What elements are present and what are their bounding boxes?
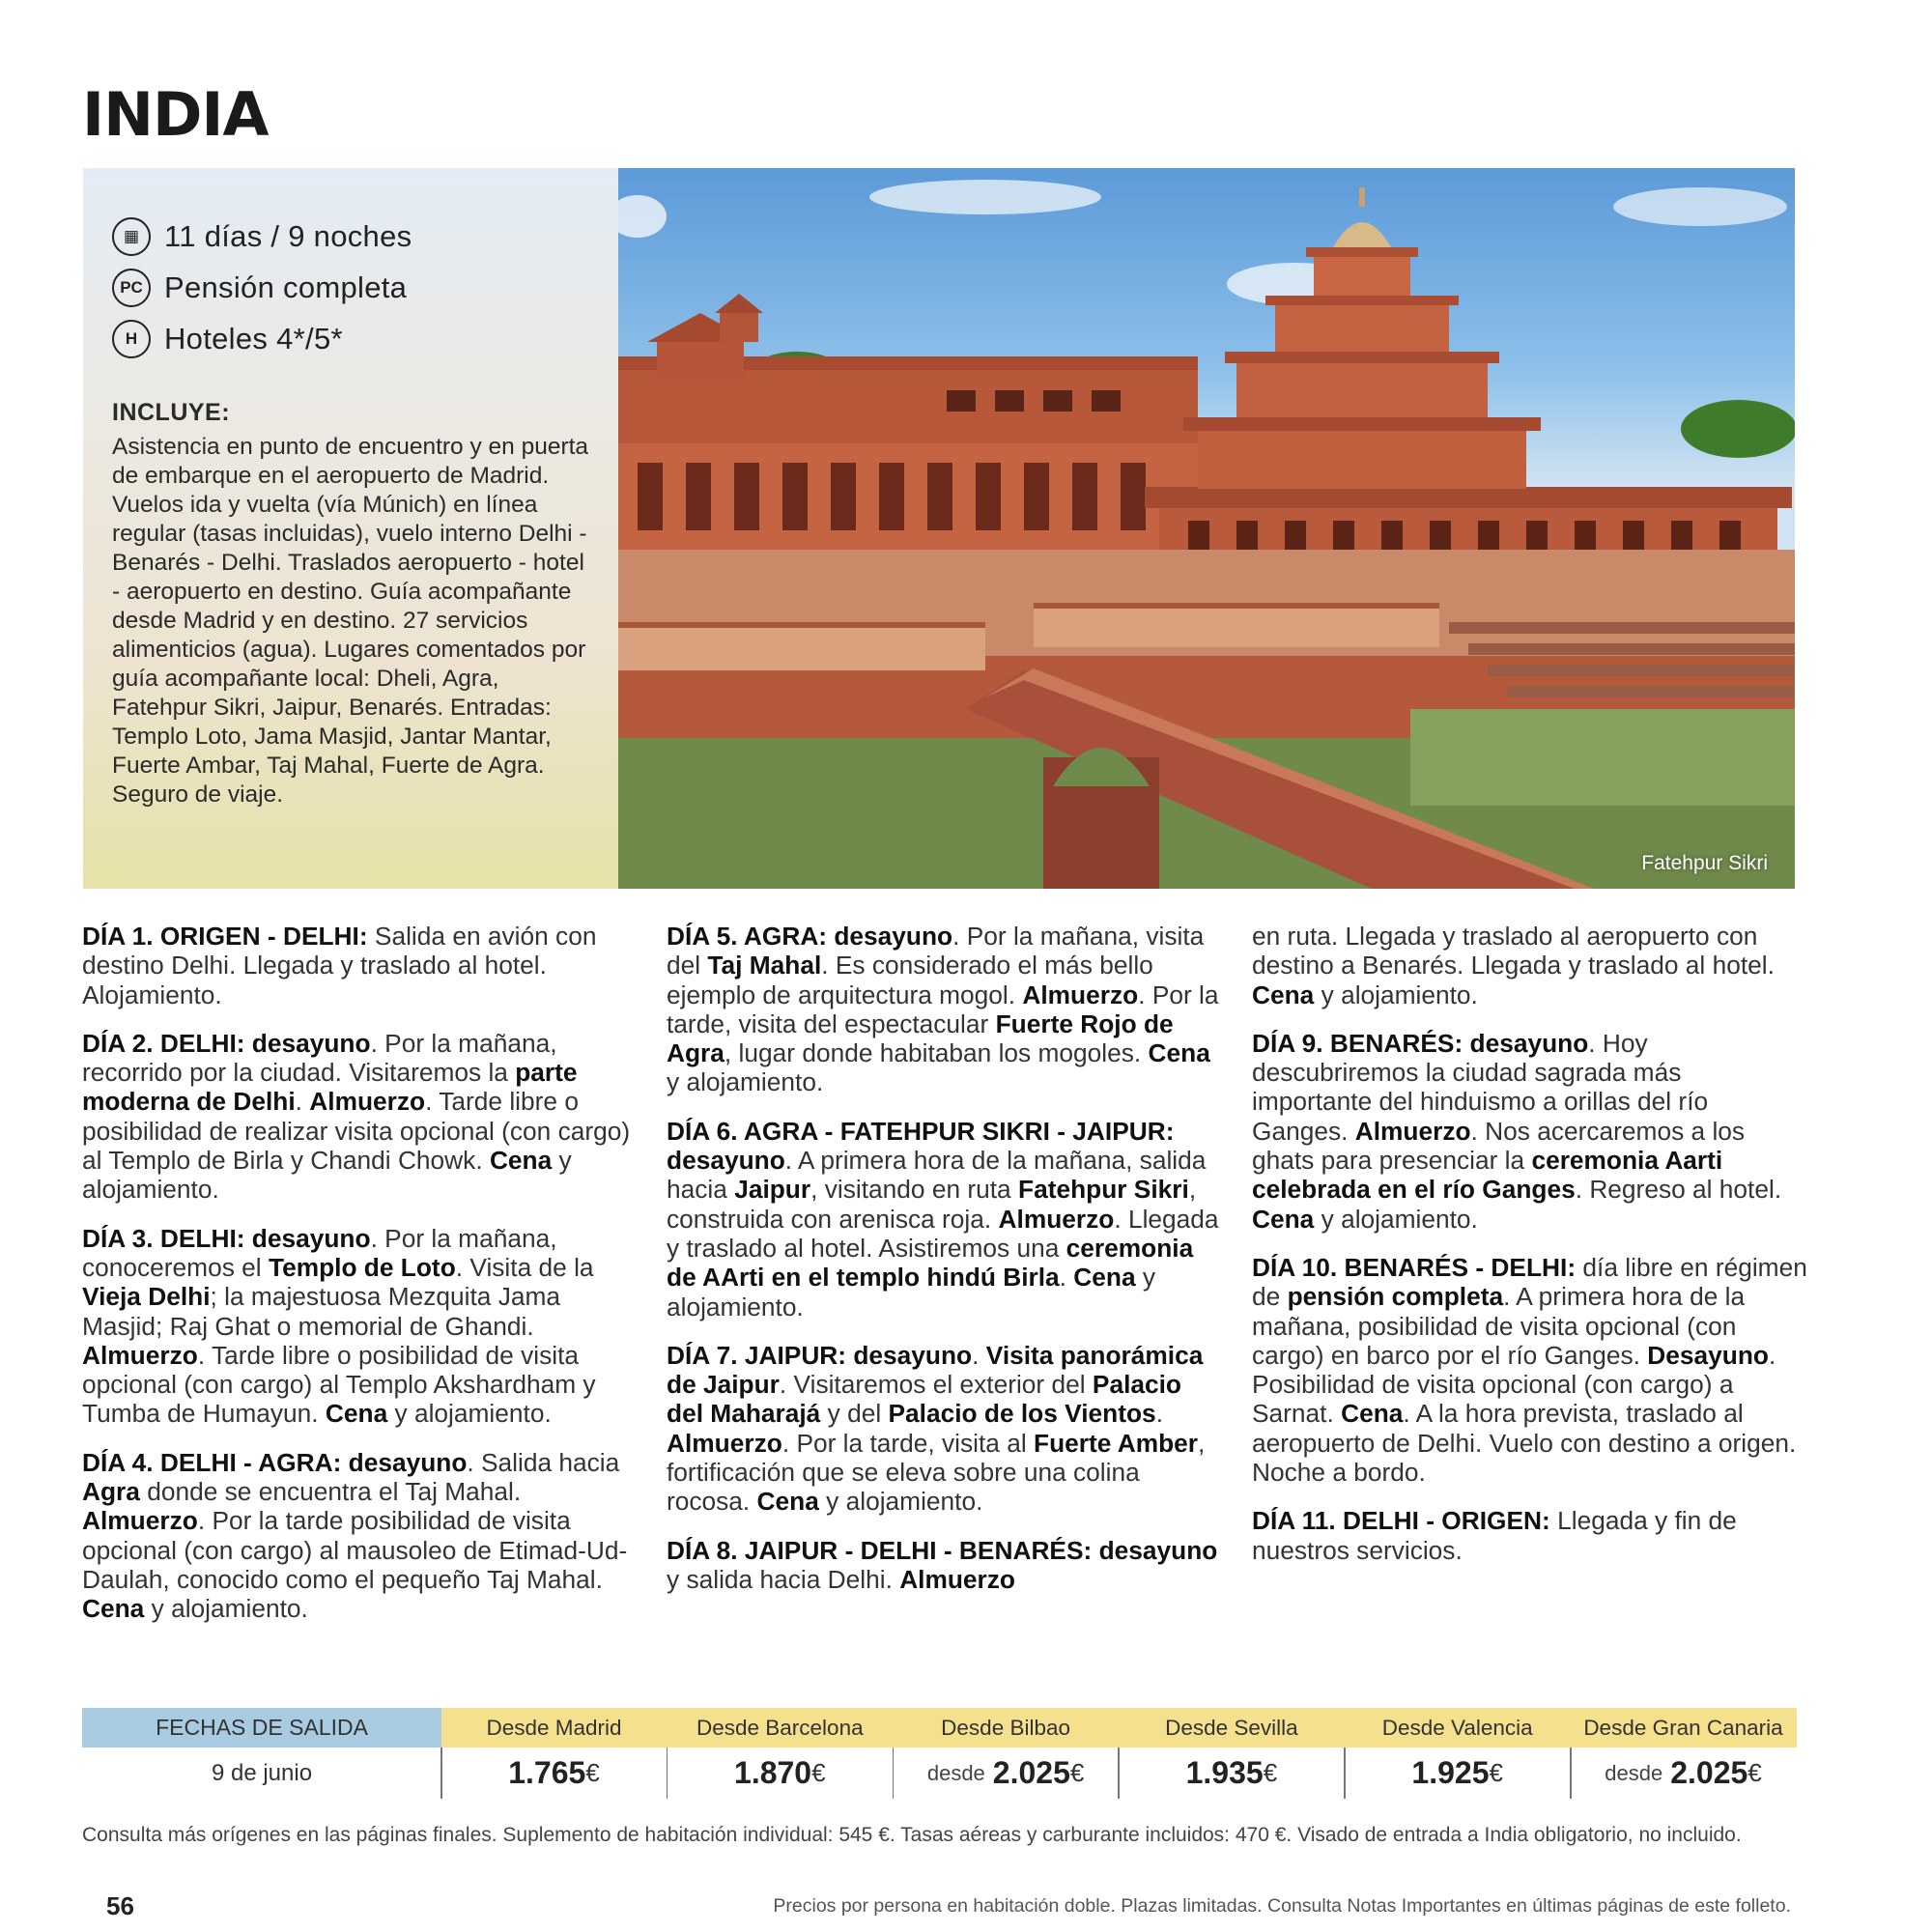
price-currency: € xyxy=(1747,1758,1762,1787)
itinerary-highlight: Agra xyxy=(82,1477,140,1507)
itinerary-highlight: Templo de Loto xyxy=(268,1252,456,1282)
itinerary-highlight: DÍA 3. DELHI: desayuno xyxy=(82,1223,371,1253)
itinerary-day xyxy=(667,1341,1222,1517)
price-currency: € xyxy=(1263,1758,1278,1787)
page-number: 56 xyxy=(106,1891,134,1920)
price-cell xyxy=(1119,1747,1344,1799)
itinerary-day xyxy=(667,922,1222,1097)
itinerary-highlight: DÍA 8. JAIPUR - DELHI - BENARÉS: desayuno xyxy=(667,1535,1218,1565)
itinerary-text: . Nos acercaremos a los ghats para presenciar la xyxy=(1252,1116,1746,1176)
itinerary-highlight: Fuerte Rojo de Agra xyxy=(667,1009,1174,1068)
itinerary-day xyxy=(1252,1029,1807,1234)
price-cell xyxy=(1571,1747,1796,1799)
price-amount: 1.935 xyxy=(1185,1755,1264,1790)
itinerary-text: en ruta. Llegada y traslado al aeropuerto con destino a Benarés. Llegada y traslado al hotel. xyxy=(1252,922,1775,980)
hero-section xyxy=(83,168,1795,889)
itinerary-highlight: Desayuno xyxy=(1647,1340,1769,1370)
itinerary-text: . A primera hora de la mañana, salida hacia xyxy=(667,1146,1207,1205)
column-divider xyxy=(1570,1747,1572,1799)
itinerary-text: . Hoy descubriremos la ciudad sagrada más importante del hinduismo a orillas del río Ganges. xyxy=(1252,1028,1709,1146)
itinerary-highlight: Almuerzo xyxy=(82,1340,198,1370)
itinerary-text: . Visitaremos el exterior del xyxy=(779,1370,1093,1400)
itinerary-highlight: Cena xyxy=(756,1487,819,1517)
itinerary-highlight: Almuerzo xyxy=(82,1506,198,1536)
price-cell xyxy=(894,1747,1119,1799)
origin-label: Desde Valencia xyxy=(1381,1715,1533,1740)
itinerary-highlight: DÍA 5. AGRA: desayuno xyxy=(667,922,953,951)
itinerary-highlight: DÍA 11. DELHI - ORIGEN: xyxy=(1252,1506,1550,1536)
itinerary-text: . Es considerado el más bello ejemplo de arquitectura mogol. xyxy=(667,951,1153,1009)
itinerary-text: y alojamiento. xyxy=(818,1487,983,1517)
departure-dates-header: FECHAS DE SALIDA xyxy=(82,1708,441,1747)
itinerary-text: . xyxy=(1155,1399,1163,1429)
itinerary-text: ; la majestuosa Mezquita Jama Masjid; Raj Ghat o memorial de Ghandi. xyxy=(82,1282,561,1341)
feature-row xyxy=(112,211,591,262)
itinerary-text: donde se encuentra el Taj Mahal. xyxy=(139,1477,522,1507)
photo-caption: Fatehpur Sikri xyxy=(1641,852,1768,874)
price-amount: 1.925 xyxy=(1411,1755,1490,1790)
itinerary-day xyxy=(82,1224,638,1429)
itinerary-highlight: Palacio del Maharajá xyxy=(667,1370,1181,1429)
feature-text: 11 días / 9 noches xyxy=(164,218,412,253)
itinerary-highlight: DÍA 2. DELHI: desayuno xyxy=(82,1028,371,1058)
pension-icon: PC xyxy=(112,269,151,307)
itinerary-day xyxy=(1252,1506,1807,1565)
includes-heading: INCLUYE: xyxy=(112,399,231,426)
itinerary-highlight: Taj Mahal xyxy=(707,951,822,980)
itinerary-column-3 xyxy=(1252,922,1807,1584)
itinerary-text: y del xyxy=(820,1399,889,1429)
itinerary-column-2 xyxy=(667,922,1222,1613)
itinerary-day xyxy=(667,1117,1222,1321)
trip-info-panel xyxy=(83,168,618,889)
itinerary-day xyxy=(1252,922,1807,1009)
price-currency: € xyxy=(1069,1758,1085,1787)
itinerary-text: , fortificación que se eleva sobre una colina rocosa. xyxy=(667,1428,1206,1517)
itinerary-highlight: Jaipur xyxy=(734,1175,811,1205)
origin-label: Desde Madrid xyxy=(486,1715,622,1740)
itinerary-text: . xyxy=(972,1340,986,1370)
itinerary-text: . Por la tarde posibilidad de visita opcional (con cargo) al mausoleo de Etimad-Ud-Daulah, conocido como el pequeño Taj Mahal. xyxy=(82,1506,628,1594)
price-cell xyxy=(668,1747,893,1799)
itinerary-text: . xyxy=(1059,1263,1074,1293)
disclaimer: Precios por persona en habitación doble. Plazas limitadas. Consulta Notas Importantes en últimas páginas de este folleto. xyxy=(773,1895,1791,1917)
price-table xyxy=(82,1708,1797,1799)
itinerary-highlight: ceremonia de AArti en el templo hindú Birla xyxy=(667,1233,1194,1293)
itinerary-highlight: Cena xyxy=(1341,1399,1404,1429)
itinerary-text: y alojamiento. xyxy=(82,1146,572,1205)
itinerary-highlight: Almuerzo xyxy=(1022,980,1139,1009)
itinerary-highlight: Almuerzo xyxy=(998,1204,1115,1234)
itinerary-text: . Posibilidad de visita opcional (con cargo) a Sarnat. xyxy=(1252,1340,1776,1429)
hotel-icon: H xyxy=(112,320,151,358)
itinerary-text: , construida con arenisca roja. xyxy=(667,1175,1197,1234)
itinerary-highlight: DÍA 1. ORIGEN - DELHI: xyxy=(82,922,368,951)
column-divider xyxy=(1344,1747,1346,1799)
price-amount: 2.025 xyxy=(1670,1755,1748,1790)
itinerary-highlight: Cena xyxy=(82,1594,145,1624)
column-divider xyxy=(893,1747,895,1799)
price-amount: 2.025 xyxy=(992,1755,1070,1790)
itinerary-text: . A la hora prevista, traslado al aeropuerto de Delhi. Vuelo con destino a origen. Noche a bordo. xyxy=(1252,1399,1797,1488)
price-amount: 1.870 xyxy=(734,1755,812,1790)
itinerary-text: . Salida hacia xyxy=(467,1447,620,1477)
itinerary-text: . Regreso al hotel. xyxy=(1575,1175,1782,1205)
itinerary-highlight: Almuerzo xyxy=(309,1087,426,1117)
origin-label: Desde Bilbao xyxy=(941,1715,1071,1740)
itinerary-day xyxy=(667,1536,1222,1595)
itinerary-highlight: DÍA 4. DELHI - AGRA: desayuno xyxy=(82,1447,468,1477)
itinerary-text: . Por la mañana, recorrido por la ciudad. Visitaremos la xyxy=(82,1028,557,1088)
page-title: INDIA xyxy=(82,79,269,150)
itinerary-text: . Por la mañana, visita del xyxy=(667,922,1205,980)
includes-text: Asistencia en punto de encuentro y en puerta de embarque en el aeropuerto de Madrid. Vuelos ida y vuelta (vía Múnich) en línea regular (tasas incluidas), vuelo interno Delhi - Benarés - Delhi. Traslados aeropuerto - hotel - aeropuerto en destino. Guía acompañante desde Madrid y en destino. 27 servicios alimenticios (agua). Lugares comentados por guía acompañante local: Dheli, Agra, Fatehpur Sikri, Jaipur, Benarés. Entradas: Templo Loto, Jama Masjid, Jantar Mantar, Fuerte Ambar, Taj Mahal, Fuerte de Agra. Seguro de viaje. xyxy=(112,434,589,808)
price-prefix: desde xyxy=(1605,1760,1663,1785)
fatehpur-sikri-photo xyxy=(618,168,1795,889)
itinerary-highlight: Cena xyxy=(1252,980,1315,1009)
itinerary-highlight: Cena xyxy=(325,1399,388,1429)
itinerary-highlight: ceremonia Aarti celebrada en el río Ganges xyxy=(1252,1146,1723,1205)
itinerary-text: y alojamiento. xyxy=(144,1594,308,1624)
itinerary-highlight: DÍA 6. AGRA - FATEHPUR SIKRI - JAIPUR: desayuno xyxy=(667,1116,1175,1176)
origin-label: Desde Gran Canaria xyxy=(1583,1715,1783,1740)
itinerary-highlight: Vieja Delhi xyxy=(82,1282,211,1312)
itinerary-highlight: pensión completa xyxy=(1287,1282,1504,1312)
itinerary-highlight: Palacio de los Vientos xyxy=(888,1399,1156,1429)
itinerary-highlight: Cena xyxy=(1252,1204,1315,1234)
palace-illustration xyxy=(618,168,1795,889)
feature-row xyxy=(112,262,591,313)
itinerary-text: . Tarde libre o posibilidad de realizar visita opcional (con cargo) al Templo de Birla y Chandi Chowk. xyxy=(82,1087,631,1176)
itinerary-highlight: Cena xyxy=(1148,1038,1210,1068)
itinerary-highlight: DÍA 9. BENARÉS: desayuno xyxy=(1252,1028,1589,1058)
itinerary-text: , visitando en ruta xyxy=(810,1175,1018,1205)
itinerary-day xyxy=(82,1448,638,1624)
itinerary-highlight: Fuerte Amber xyxy=(1034,1428,1198,1458)
itinerary-day xyxy=(1252,1253,1807,1487)
itinerary-highlight: parte moderna de Delhi xyxy=(82,1058,578,1117)
itinerary-text: y salida hacia Delhi. xyxy=(667,1564,900,1594)
feature-text: Hoteles 4*/5* xyxy=(164,321,343,355)
footnote: Consulta más orígenes en las páginas finales. Suplemento de habitación individual: 545 €. Tasas aéreas y carburante incluidos: 470 €. Visado de entrada a India obligatorio, no incluido. xyxy=(82,1824,1742,1846)
column-divider xyxy=(1118,1747,1120,1799)
price-prefix: desde xyxy=(926,1760,985,1785)
itinerary-highlight: Almuerzo xyxy=(1354,1116,1471,1146)
feature-row xyxy=(112,313,591,364)
departure-date: 9 de junio xyxy=(211,1759,313,1786)
itinerary-day xyxy=(82,1029,638,1205)
itinerary-text: y alojamiento. xyxy=(1314,980,1478,1009)
itinerary-text: . Por la mañana, conoceremos el xyxy=(82,1223,557,1282)
itinerary-column-1 xyxy=(82,922,638,1643)
itinerary-highlight: Fatehpur Sikri xyxy=(1018,1175,1189,1205)
itinerary-text: y alojamiento. xyxy=(1314,1204,1478,1234)
itinerary-text: . A primera hora de la mañana, posibilidad de visita opcional (con cargo) en barco por el río Ganges. xyxy=(1252,1282,1746,1370)
price-currency: € xyxy=(811,1758,826,1787)
column-divider xyxy=(667,1747,668,1799)
origin-label: Desde Barcelona xyxy=(696,1715,864,1740)
itinerary-text: y alojamiento. xyxy=(667,1263,1156,1321)
column-divider xyxy=(440,1747,442,1799)
price-amount: 1.765 xyxy=(508,1755,586,1790)
itinerary-highlight: DÍA 7. JAIPUR: desayuno xyxy=(667,1340,973,1370)
price-currency: € xyxy=(1489,1758,1503,1787)
feature-text: Pensión completa xyxy=(164,270,408,304)
trip-features xyxy=(112,211,591,364)
itinerary-highlight: DÍA 10. BENARÉS - DELHI: xyxy=(1252,1252,1577,1282)
itinerary-text: y alojamiento. xyxy=(667,1067,824,1097)
itinerary-day xyxy=(82,922,638,1009)
itinerary-highlight: Visita panorámica de Jaipur xyxy=(667,1340,1204,1400)
itinerary-text: y alojamiento. xyxy=(387,1399,552,1429)
itinerary-text: . Tarde libre o posibilidad de visita opcional (con cargo) al Templo Akshardham y Tumba de Humayun. xyxy=(82,1340,596,1429)
price-cell xyxy=(1345,1747,1570,1799)
itinerary-text: . Visita de la xyxy=(455,1252,594,1282)
calendar-icon: ▦ xyxy=(112,217,151,256)
itinerary-highlight: Almuerzo xyxy=(899,1564,1016,1594)
itinerary-text: Llegada y fin de nuestros servicios. xyxy=(1252,1506,1737,1565)
itinerary-text: , lugar donde habitaban los mogoles. xyxy=(724,1038,1149,1068)
origin-label: Desde Sevilla xyxy=(1165,1715,1298,1740)
price-cell xyxy=(441,1747,667,1799)
itinerary-text: . Por la tarde, visita al xyxy=(781,1428,1034,1458)
itinerary-text: . Por la tarde, visita del espectacular xyxy=(667,980,1219,1038)
itinerary-highlight: Almuerzo xyxy=(667,1428,782,1458)
itinerary-text: . Llegada y traslado al hotel. Asistiremos una xyxy=(667,1204,1219,1263)
itinerary-text: Salida en avión con destino Delhi. Llegada y traslado al hotel. Alojamiento. xyxy=(82,922,597,1009)
itinerary-highlight: Cena xyxy=(1073,1263,1136,1293)
itinerary-highlight: Cena xyxy=(489,1146,553,1176)
itinerary-text: . xyxy=(295,1087,310,1117)
price-currency: € xyxy=(585,1758,600,1787)
itinerary-text: día libre en régimen de xyxy=(1252,1252,1807,1312)
